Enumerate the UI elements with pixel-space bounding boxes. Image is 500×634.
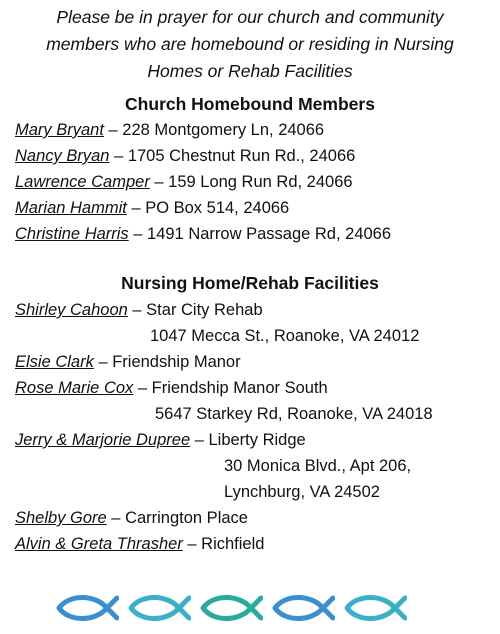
fish-icon bbox=[55, 592, 119, 624]
member-name: Rose Marie Cox bbox=[15, 379, 134, 397]
member-name: Mary Bryant bbox=[15, 121, 104, 139]
homebound-list bbox=[15, 117, 495, 247]
member-detail: – 1705 Chestnut Run Rd., 24066 bbox=[109, 147, 356, 165]
member-name: Nancy Bryan bbox=[15, 147, 110, 165]
member-detail: – Friendship Manor bbox=[93, 353, 241, 371]
list-item bbox=[15, 169, 495, 195]
intro-line: Please be in prayer for our church and community bbox=[56, 7, 444, 27]
list-item bbox=[15, 221, 495, 247]
intro-text bbox=[10, 4, 490, 85]
fish-decoration-row bbox=[55, 592, 415, 624]
list-item bbox=[15, 117, 495, 143]
list-item bbox=[15, 375, 495, 401]
member-name: Christine Harris bbox=[15, 225, 129, 243]
list-item bbox=[15, 349, 495, 375]
facilities-heading: Nursing Home/Rehab Facilities bbox=[121, 273, 379, 293]
intro-line: members who are homebound or residing in Nursing bbox=[46, 34, 454, 54]
member-detail: – Star City Rehab bbox=[127, 301, 263, 319]
member-detail: – 1491 Narrow Passage Rd, 24066 bbox=[128, 225, 392, 243]
facilities-list bbox=[15, 297, 495, 557]
member-name: Shirley Cahoon bbox=[15, 301, 128, 319]
member-name: Shelby Gore bbox=[15, 509, 107, 527]
intro-line: Homes or Rehab Facilities bbox=[147, 61, 353, 81]
member-name: Lawrence Camper bbox=[15, 173, 150, 191]
member-detail: – Friendship Manor South bbox=[133, 379, 328, 397]
fish-icon bbox=[199, 592, 263, 624]
member-detail: – Liberty Ridge bbox=[190, 431, 306, 449]
address-line: Lynchburg, VA 24502 bbox=[224, 483, 380, 501]
fish-icon bbox=[271, 592, 335, 624]
address-line: 30 Monica Blvd., Apt 206, bbox=[224, 457, 412, 475]
member-detail: – PO Box 514, 24066 bbox=[126, 199, 290, 217]
list-item bbox=[15, 143, 495, 169]
member-name: Alvin & Greta Thrasher bbox=[15, 535, 183, 553]
address-line: 1047 Mecca St., Roanoke, VA 24012 bbox=[150, 327, 420, 345]
list-item bbox=[15, 427, 495, 453]
member-name: Elsie Clark bbox=[15, 353, 94, 371]
member-detail: – 228 Montgomery Ln, 24066 bbox=[103, 121, 325, 139]
homebound-heading: Church Homebound Members bbox=[125, 94, 375, 114]
address-line: 5647 Starkey Rd, Roanoke, VA 24018 bbox=[155, 405, 433, 423]
member-detail: – Richfield bbox=[182, 535, 265, 553]
fish-icon bbox=[343, 592, 407, 624]
member-name: Marian Hammit bbox=[15, 199, 127, 217]
list-item bbox=[15, 195, 495, 221]
list-item bbox=[15, 531, 495, 557]
member-detail: – 159 Long Run Rd, 24066 bbox=[149, 173, 353, 191]
member-detail: – Carrington Place bbox=[106, 509, 248, 527]
member-name: Jerry & Marjorie Dupree bbox=[15, 431, 191, 449]
list-item bbox=[15, 505, 495, 531]
list-item bbox=[15, 297, 495, 323]
fish-icon bbox=[127, 592, 191, 624]
